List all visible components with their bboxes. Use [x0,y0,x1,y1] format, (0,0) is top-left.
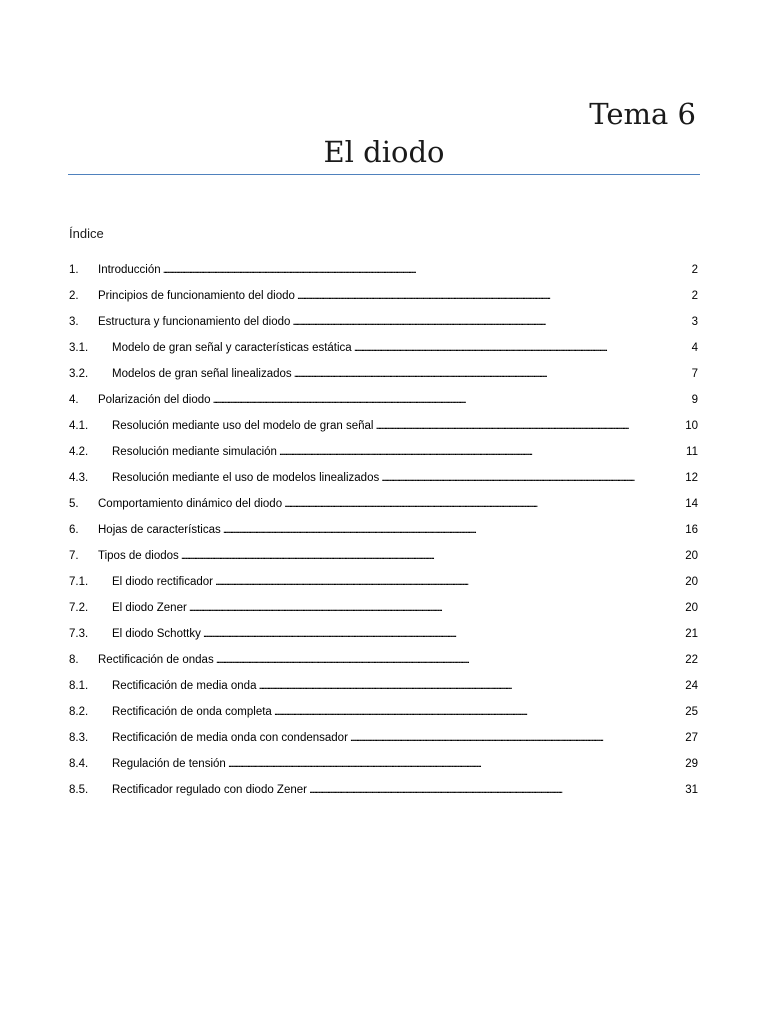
toc-entry[interactable] [69,569,698,595]
topic-number: Tema 6 [589,97,696,131]
toc-entry-title[interactable]: Estructura y funcionamiento del diodo [98,316,291,328]
toc-entry-page[interactable]: 20 [685,576,698,588]
toc-entry[interactable] [69,465,698,491]
page-title: El diodo [323,135,445,169]
toc-dot-leader [279,445,684,459]
toc-entry-page[interactable]: 14 [685,498,698,510]
toc-entry-number: 8.4. [69,758,89,770]
toc-entry-title[interactable]: Rectificación de onda completa [112,706,272,718]
toc-entry-page[interactable]: 7 [691,368,698,380]
toc-dot-leader [381,471,683,485]
toc-entry-page[interactable]: 27 [685,732,698,744]
toc-dot-leader [292,315,686,329]
toc-entry-title[interactable]: El diodo Zener [112,602,187,614]
toc-entry-title[interactable]: Rectificador regulado con diodo Zener [112,784,307,796]
toc-entry[interactable] [69,543,698,569]
toc-dot-leader [181,549,683,563]
toc-entry-page[interactable]: 24 [685,680,698,692]
toc-dot-leader [213,393,686,407]
toc-entry-page[interactable]: 2 [691,264,698,276]
toc-entry-number: 3.1. [69,342,89,354]
toc-entry-number: 7.3. [69,628,89,640]
toc-dot-leader [189,601,683,615]
toc-entry[interactable] [69,595,698,621]
toc-entry-number: 2. [69,290,79,302]
toc-entry[interactable] [69,387,698,413]
toc-entry[interactable] [69,621,698,647]
toc-entry-title[interactable]: El diodo rectificador [112,576,213,588]
toc-entry-number: 4.3. [69,472,89,484]
toc-entry-page[interactable]: 11 [686,446,698,458]
toc-entry-number: 4. [69,394,79,406]
toc-heading: Índice [69,226,104,241]
title-divider [68,174,700,175]
toc-entry-page[interactable]: 22 [685,654,698,666]
toc-dot-leader [274,705,683,719]
toc-entry-number: 6. [69,524,79,536]
toc-entry-page[interactable]: 25 [685,706,698,718]
toc-entry[interactable] [69,517,698,543]
toc-entry-page[interactable]: 9 [691,394,698,406]
toc-entry-number: 1. [69,264,79,276]
toc-entry-page[interactable]: 21 [685,628,698,640]
toc-entry-number: 8.3. [69,732,89,744]
toc-entry[interactable] [69,283,698,309]
toc-entry-number: 7. [69,550,79,562]
toc-entry-title[interactable]: Rectificación de ondas [98,654,214,666]
toc-entry[interactable] [69,751,698,777]
toc-entry-page[interactable]: 2 [691,290,698,302]
toc-dot-leader [294,367,686,381]
toc-entry-title[interactable]: Modelos de gran señal linealizados [112,368,292,380]
toc-entry-title[interactable]: Rectificación de media onda con condensador [112,732,348,744]
toc-entry-title[interactable]: Polarización del diodo [98,394,211,406]
toc-entry[interactable] [69,725,698,751]
toc-dot-leader [309,783,683,797]
toc-entry-page[interactable]: 20 [685,550,698,562]
toc-entry-number: 4.1. [69,420,89,432]
toc-entry-title[interactable]: Hojas de características [98,524,221,536]
toc-entry-title[interactable]: Rectificación de media onda [112,680,257,692]
toc-entry[interactable] [69,309,698,335]
toc-entry-title[interactable]: El diodo Schottky [112,628,201,640]
toc-dot-leader [216,653,683,667]
toc-dot-leader [203,627,683,641]
table-of-contents [69,257,698,803]
toc-entry-page[interactable]: 10 [685,420,698,432]
toc-entry-number: 7.1. [69,576,89,588]
toc-entry-number: 3.2. [69,368,89,380]
toc-entry-title[interactable]: Principios de funcionamiento del diodo [98,290,295,302]
toc-dot-leader [228,757,683,771]
toc-entry-number: 8.2. [69,706,89,718]
toc-entry-title[interactable]: Resolución mediante uso del modelo de gran señal [112,420,374,432]
toc-entry[interactable] [69,777,698,803]
toc-entry-number: 4.2. [69,446,89,458]
toc-entry-number: 8.5. [69,784,89,796]
toc-entry[interactable] [69,491,698,517]
toc-dot-leader [223,523,683,537]
toc-dot-leader [350,731,683,745]
toc-entry-title[interactable]: Introducción [98,264,161,276]
toc-dot-leader [284,497,683,511]
toc-entry-title[interactable]: Resolución mediante el uso de modelos linealizados [112,472,380,484]
toc-entry[interactable] [69,335,698,361]
toc-entry[interactable] [69,673,698,699]
toc-dot-leader [354,341,686,355]
toc-entry[interactable] [69,439,698,465]
toc-entry[interactable] [69,699,698,725]
toc-entry-number: 8.1. [69,680,89,692]
toc-entry-page[interactable]: 31 [685,784,698,796]
toc-entry-number: 3. [69,316,79,328]
toc-entry[interactable] [69,257,698,283]
toc-entry-page[interactable]: 3 [691,316,698,328]
toc-entry[interactable] [69,647,698,673]
toc-entry-title[interactable]: Comportamiento dinámico del diodo [98,498,283,510]
toc-entry[interactable] [69,413,698,439]
toc-entry-number: 7.2. [69,602,89,614]
toc-entry-title[interactable]: Resolución mediante simulación [112,446,277,458]
toc-entry-number: 8. [69,654,79,666]
toc-entry-page[interactable]: 20 [685,602,698,614]
toc-entry-page[interactable]: 16 [685,524,698,536]
toc-dot-leader [375,419,683,433]
toc-dot-leader [215,575,683,589]
toc-entry-title[interactable]: Regulación de tensión [112,758,226,770]
toc-entry-page[interactable]: 12 [685,472,698,484]
toc-entry[interactable] [69,361,698,387]
toc-entry-page[interactable]: 29 [685,758,698,770]
toc-entry-title[interactable]: Modelo de gran señal y características estática [112,342,352,354]
toc-entry-title[interactable]: Tipos de diodos [98,550,179,562]
toc-dot-leader [297,289,686,303]
toc-dot-leader [258,679,683,693]
toc-dot-leader [163,263,686,277]
toc-entry-page[interactable]: 4 [691,342,698,354]
toc-entry-number: 5. [69,498,79,510]
